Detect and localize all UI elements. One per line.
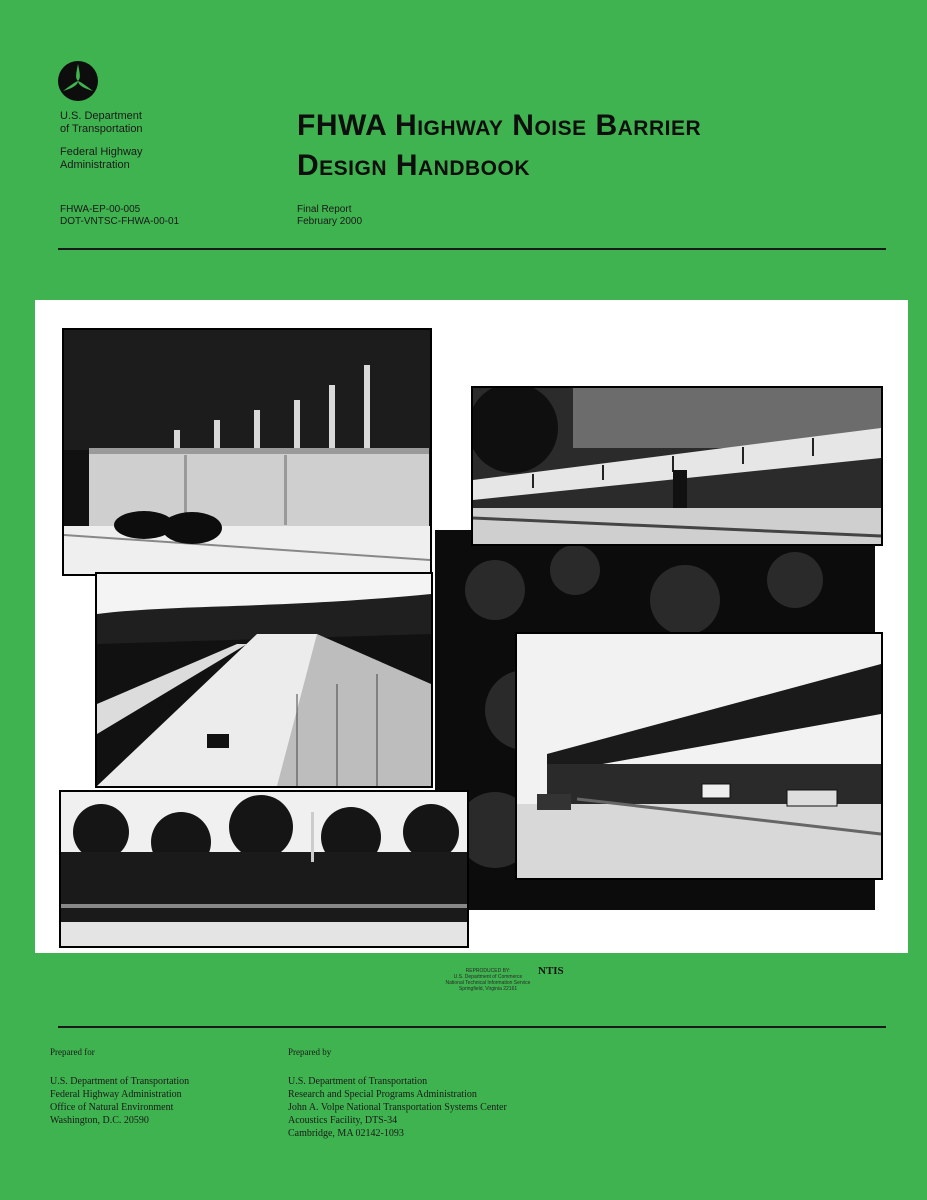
ntis-line-3: National Technical Information Service [445,980,531,986]
title-line-1: FHWA Highway Noise Barrier [297,109,702,142]
title-line-2: Design Handbook [297,149,531,182]
header-rule [58,248,886,250]
report-number-1: FHWA-EP-00-005 [60,204,141,215]
ntis-line-1: REPRODUCED BY: [465,968,511,974]
report-numbers [60,204,179,228]
prepared-for-line-2: Federal Highway Administration [50,1089,182,1100]
agency-line-2: of Transportation [60,123,143,135]
report-meta [297,204,362,228]
photo-bridge-barrier [471,386,883,546]
prepared-by-line-3: John A. Volpe National Transportation Systems Center [288,1102,507,1113]
photo-wall-with-cars [62,328,432,576]
footer-rule [58,1026,886,1028]
ntis-line-4: Springfield, Virginia 22161 [458,986,518,992]
agency-line-1: U.S. Department [60,110,142,122]
prepared-by-line-2: Research and Special Programs Administration [288,1089,477,1100]
prepared-by-line-4: Acoustics Facility, DTS-34 [288,1115,398,1126]
prepared-for-line-3: Office of Natural Environment [50,1102,174,1113]
prepared-for-block [50,1046,189,1127]
report-number-2: DOT-VNTSC-FHWA-00-01 [60,216,180,227]
prepared-by-label: Prepared by [288,1047,332,1057]
ntis-line-2: U.S. Department of Commerce [453,974,523,980]
admin-line-1: Federal Highway [60,146,143,158]
photo-collage-panel [35,300,908,953]
prepared-for-label: Prepared for [50,1047,95,1057]
prepared-by-line-1: U.S. Department of Transportation [288,1076,428,1087]
report-type: Final Report [297,204,352,215]
prepared-for-line-1: U.S. Department of Transportation [50,1076,190,1087]
admin-line-2: Administration [60,159,130,171]
report-title [297,106,701,186]
photo-highway-walls [95,572,433,788]
ntis-stamp [398,965,578,992]
prepared-by-block [288,1046,507,1140]
dot-logo-icon [57,60,99,102]
photo-berm-trees [59,790,469,948]
prepared-by-line-5: Cambridge, MA 02142-1093 [288,1128,404,1139]
report-date: February 2000 [297,216,363,227]
photo-overpass [515,632,883,880]
ntis-mark: NTIS [538,965,564,977]
prepared-for-line-4: Washington, D.C. 20590 [50,1115,149,1126]
agency-block [60,110,143,172]
